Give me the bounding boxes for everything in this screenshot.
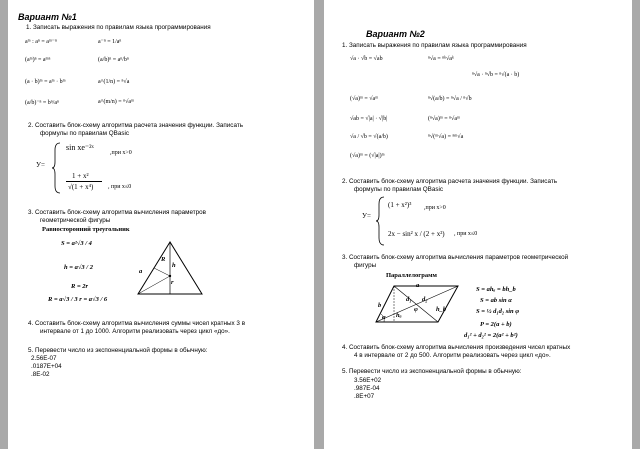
v1-task-1: 1. Записать выражения по правилам языка программирования [26,24,211,31]
v2-formula-a: √a · √b = √ab [350,56,383,62]
v2-task-1: 1. Записать выражения по правилам языка программирования [342,42,527,49]
v1-formula-f: a^(1/n) = ⁿ√a [98,79,130,85]
v2-y-label: У= [362,212,371,220]
v1-task-4-line-2: интервале от 1 до 1000. Алгоритм реализовать через цикл «до». [40,328,230,335]
v2-task-2-line-2: формулы по правилам QBasic [354,186,444,193]
v1-triangle-label-r: r [171,279,174,286]
v2-number-3: .8E+07 [354,393,375,400]
v1-task-2-line-1: 2. Составить блок-схему алгоритма расчета значения функции. Записать [28,122,243,129]
v1-triangle-formula-r: R = a√3 / 3 r = a√3 / 6 [48,296,108,303]
v2-parallelogram-label-phi: φ [414,306,418,313]
v1-formula-g: (a/b)⁻ⁿ = bⁿ/aⁿ [25,100,59,106]
v2-parallelogram-label-d2: d₂ [422,296,428,303]
v1-task-5: 5. Перевести число из экспоненциальной формы в обычную: [28,347,208,354]
v2-number-1: 3.56E+02 [354,377,382,384]
v2-formula-e: √ab = √|a| · √|b| [350,116,388,122]
v2-parallelogram-formula-5: d₁² + d₂² = 2(a² + b²) [464,332,518,339]
v1-number-2: .0187E+04 [31,363,62,370]
v2-task-3-line-1: 3. Составить блок-схему алгоритма вычисления параметров геометрической [342,254,569,261]
v2-formula-b: ⁿ√a = ⁿᵏ√aᵏ [428,56,454,62]
v1-triangle-label-a: a [139,268,143,275]
v2-figure-name: Параллелограмм [386,272,437,279]
v2-parallelogram-formula-1: S = ahₐ = bh_b [476,286,516,293]
v2-formula-d: ⁿ√(a/b) = ⁿ√a / ⁿ√b [428,96,472,102]
v1-triangle-formula-height: h = a√3 / 2 [64,264,93,271]
v1-piece-2-condition: , при x≤0 [108,184,132,190]
v1-triangle-formula-radius: R = 2r [71,283,89,290]
v2-task-4-line-1: 4. Составить блок-схему алгоритма вычисления произведения чисел кратных [342,344,571,351]
v2-piece-1: (1 + x²)³ [388,201,412,209]
v1-formula-a: aᵐ : aⁿ = aᵐ⁻ⁿ [25,39,57,45]
v2-parallelogram-formula-4: P = 2(a + b) [480,321,512,328]
v2-brace [376,196,386,246]
v1-formula-e: (a · b)ᵐ = aᵐ · bᵐ [25,79,66,85]
v2-task-4-line-2: 4 в интервале от 2 до 500. Алгоритм реализовать через цикл «до». [354,352,551,359]
page-variant-2 [324,0,632,449]
v2-formula-j: (√a)ᵐ = (√|a|)ᵐ [350,153,385,159]
v1-triangle-label-R: R [161,256,166,263]
v1-task-3-line-2: геометрической фигуры [40,217,111,224]
v2-piece-2: 2x − sin² x / (2 + x²) [388,230,445,238]
v1-task-4-line-1: 4. Составить блок-схему алгоритма вычисления суммы чисел кратных 3 в [28,320,246,327]
v1-formula-c: (aᵐ)ⁿ = aᵐⁿ [25,57,51,63]
v1-fraction-bar [66,181,102,182]
v2-task-3-line-2: фигуры [354,262,377,269]
v1-piece-2-denominator: √(1 + x⁴) [68,183,94,191]
v1-brace [52,142,62,194]
v2-number-2: .987E-04 [354,385,380,392]
v1-piece-1: sin xe⁻²ˣ [66,143,94,152]
v2-parallelogram-label-alpha: α [382,314,386,321]
v2-task-5: 5. Перевести число из экспоненциальной формы в обычную: [342,368,522,375]
v2-parallelogram-label-a: a [416,282,420,289]
v2-formula-i: ⁿ√(ᵐ√a) = ⁿᵐ√a [428,134,464,140]
v1-number-1: 2.56E-07 [31,355,57,362]
v1-number-3: .8E-02 [31,371,50,378]
variant-2-title: Вариант №2 [366,29,425,39]
v2-formula-f: (ⁿ√a)ᵐ = ⁿ√aᵐ [428,116,460,122]
variant-1-title: Вариант №1 [18,12,77,22]
v1-formula-d: (a/b)ⁿ = aⁿ/bⁿ [98,57,129,63]
v1-triangle-label-h: h [172,262,176,269]
v2-parallelogram-formula-2: S = ab sin α [480,297,512,304]
v1-task-3-line-1: 3. Составить блок-схему алгоритма вычисления параметров [28,209,206,216]
equilateral-triangle-figure [136,240,206,302]
v2-piece-1-condition: ,при x>0 [424,205,446,211]
v2-formula-g: √a / √b = √(a/b) [350,134,388,140]
v1-figure-name: Равносторонний треугольник [42,226,130,233]
v2-task-2-line-1: 2. Составить блок-схему алгоритма расчета значения функции. Записать [342,178,557,185]
v2-piece-2-condition: , при x≤0 [454,231,478,237]
v1-piece-1-condition: ,при x>0 [110,150,132,156]
v1-formula-b: a⁻ⁿ = 1/aⁿ [98,39,122,45]
v1-y-label: У= [36,161,45,169]
v1-task-2-line-2: формулы по правилам QBasic [40,130,130,137]
v2-parallelogram-label-d1: d₁ [406,296,412,303]
v1-piece-2-numerator: 1 + x² [72,172,89,180]
v2-parallelogram-label-ha: hₐ [396,312,402,319]
v2-parallelogram-label-b: b [378,302,382,309]
v2-parallelogram-formula-3: S = ½ d₁d₂ sin φ [476,308,520,315]
v1-triangle-formula-area: S = a²√3 / 4 [61,240,92,247]
page-variant-1 [8,0,314,449]
v1-formula-h: a^(m/n) = ⁿ√aᵐ [98,99,134,105]
v2-formula-h: ⁿ√a · ⁿ√b = ⁿ√(a · b) [472,72,520,78]
v2-parallelogram-label-hb: h_b [436,306,447,313]
v2-formula-c: (√a)ᵐ = √aᵐ [350,96,379,102]
